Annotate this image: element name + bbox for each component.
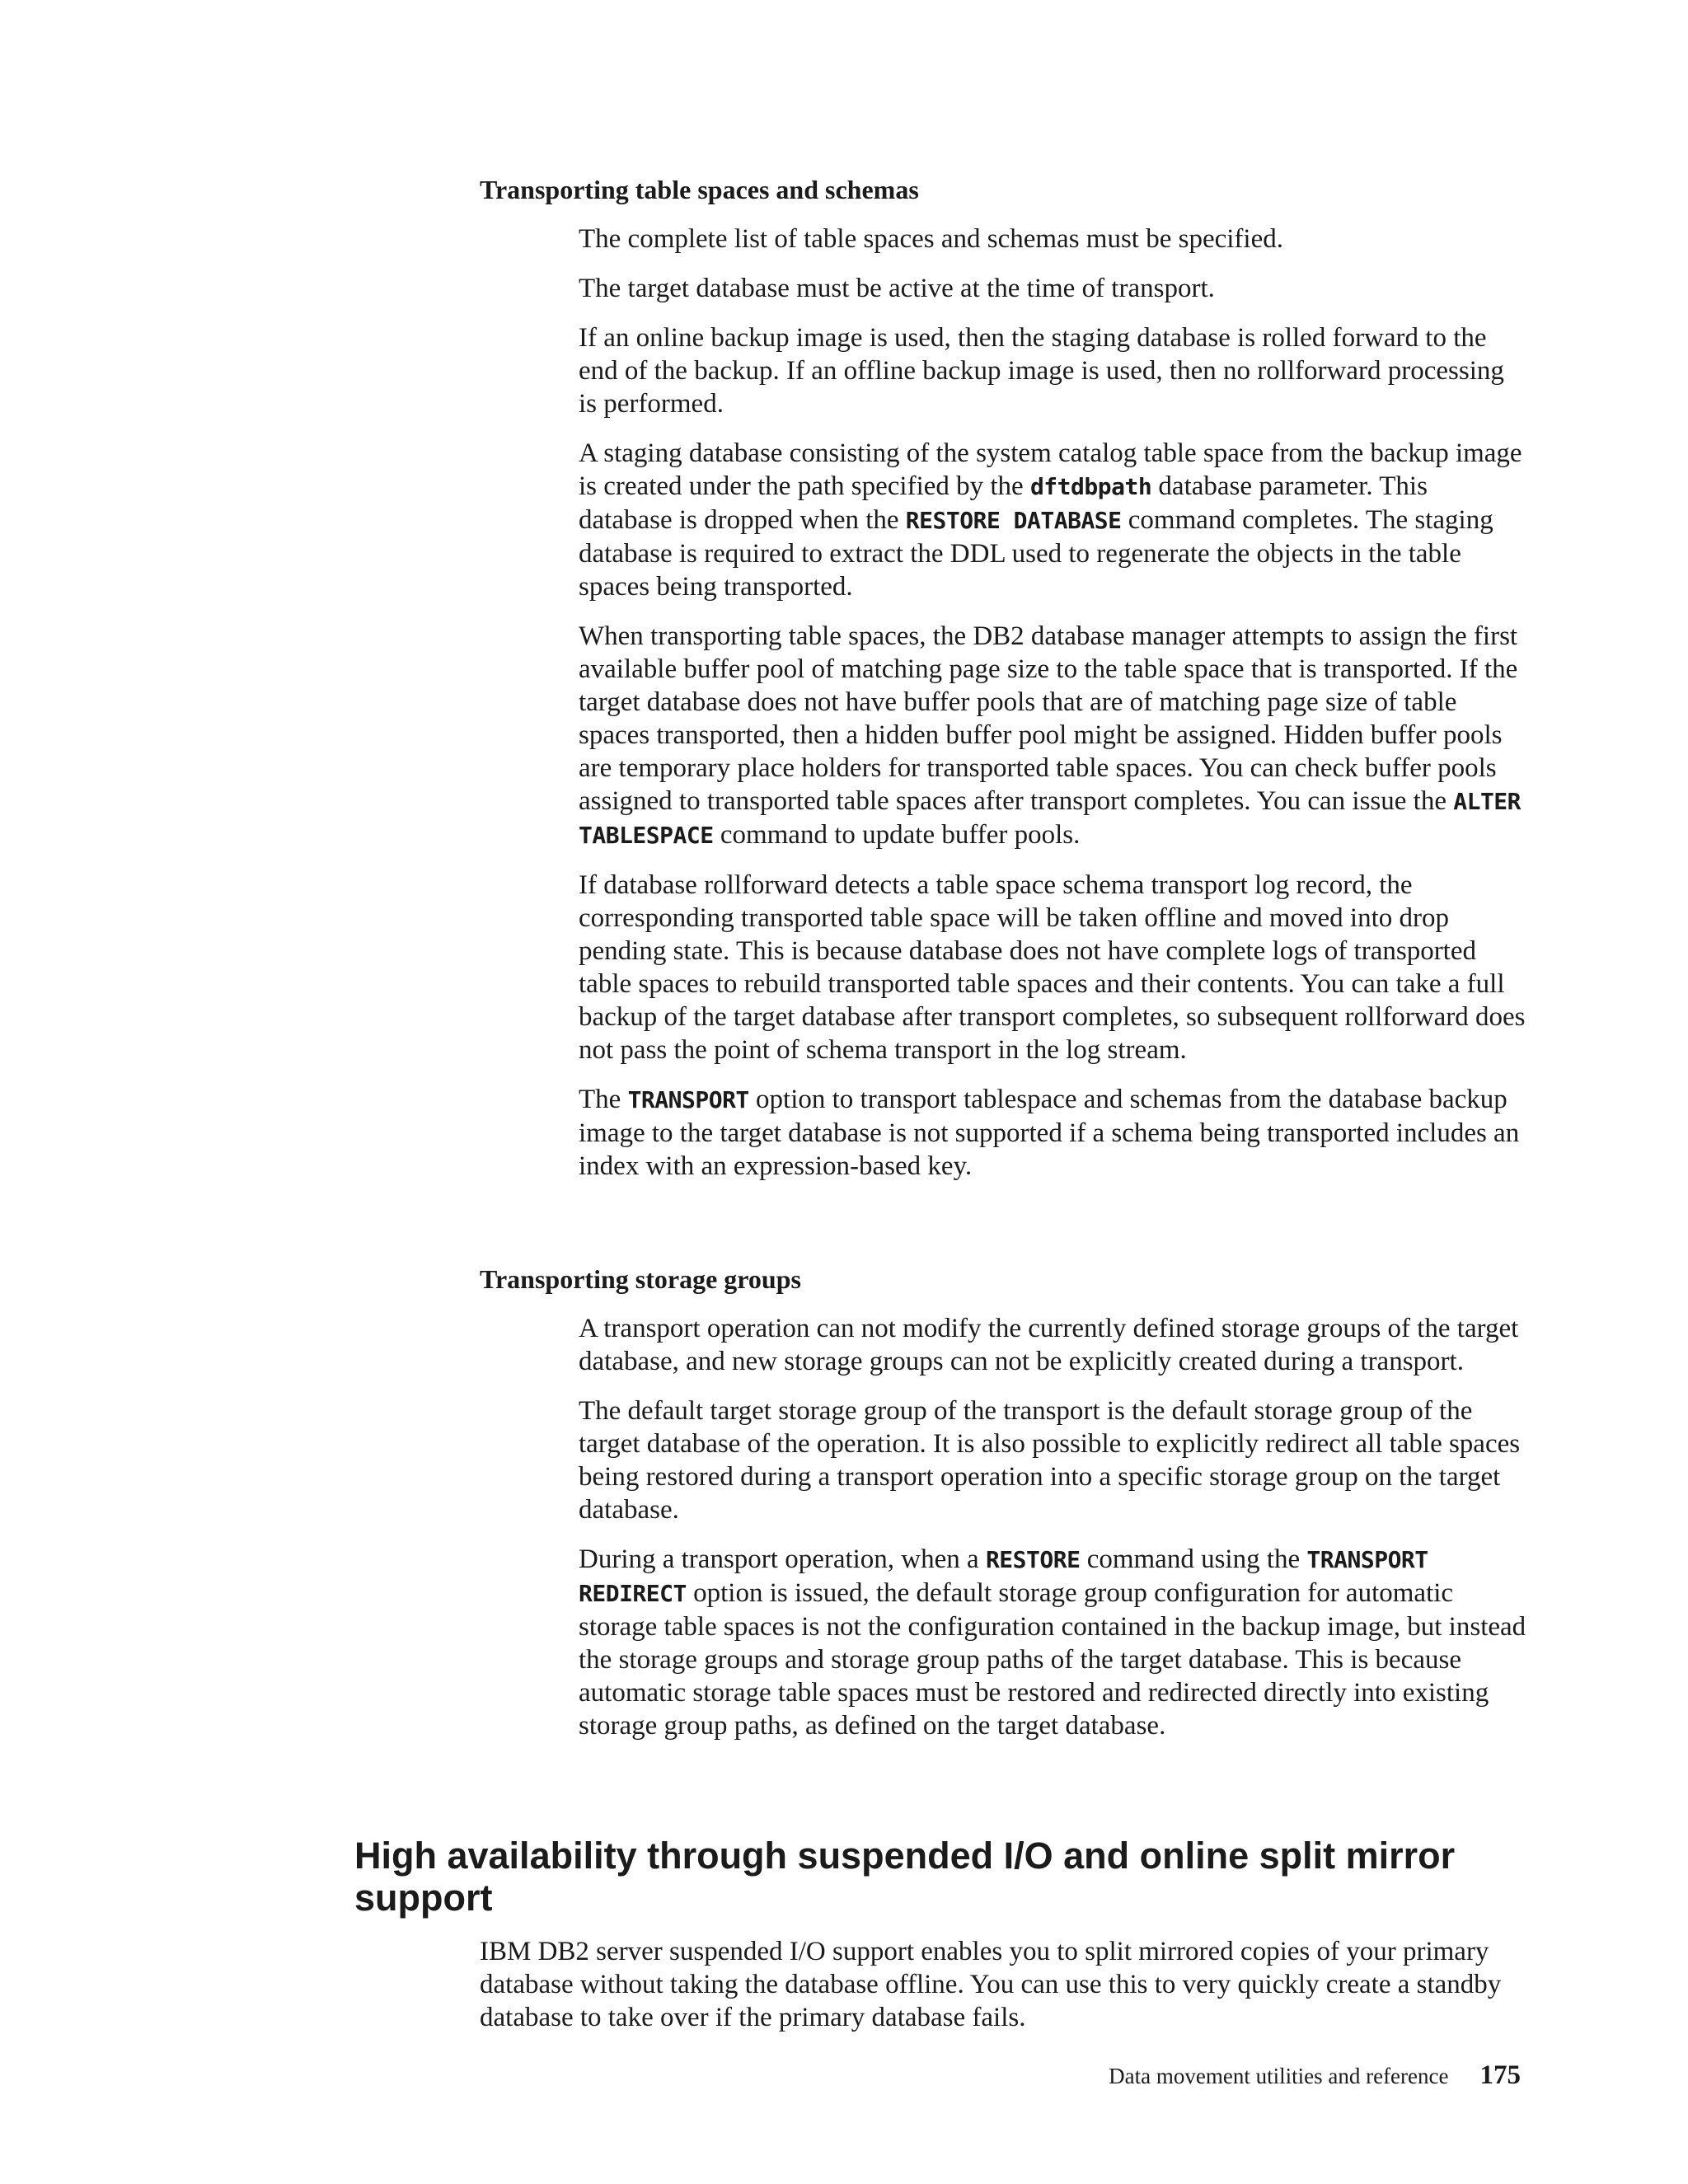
paragraph: The complete list of table spaces and schemas must be specified. (579, 224, 1283, 254)
definition-term-table-spaces-schemas: Transporting table spaces and schemas (480, 175, 919, 204)
command-keyword: RESTORE (985, 1546, 1081, 1573)
definition-term-storage-groups: Transporting storage groups (480, 1264, 801, 1294)
command-keyword: RESTORE DATABASE (905, 507, 1122, 534)
command-keyword: TRANSPORT REDIRECT (579, 1546, 1428, 1607)
intro-paragraph: IBM DB2 server suspended I/O support enables you to split mirrored copies of your primary database without taking the database offline. You can use this to very quickly create a standby database to take over if the primary database fails. (480, 1937, 1502, 2032)
text-run: When transporting table spaces, the DB2 database manager attempts to assign the first available buffer pool of matching page size to the table space that is transported. If the target database does not have buffer pools that are of matching page size of table spaces transported, then a hidden buffer pool might be assigned. Hidden buffer pools are temporary place holders for transported table spaces. You can check buffer pools assigned to transported table spaces after transport completes. You can issue the (579, 621, 1518, 816)
paragraph-staging-database (579, 437, 1526, 603)
text-run: The (579, 1085, 628, 1114)
text-run: database parameter. This database is dropped when the (579, 471, 1428, 535)
page-number: 175 (1479, 2060, 1521, 2090)
text-run: A staging database consisting of the system catalog table space from the backup image is created under the path specified by the (579, 438, 1522, 501)
section-heading: High availability through suspended I/O and online split mirror support (354, 1835, 1456, 1919)
paragraph: The default target storage group of the transport is the default storage group of the target database of the operation. It is also possible to explicitly redirect all table spaces being restored during a transport operation into a specific storage group on the target database. (579, 1396, 1521, 1525)
paragraph-buffer-pools (579, 620, 1526, 852)
text-run: command completes. The staging database is required to extract the DDL used to regenerate the objects in the table spaces being transported. (579, 505, 1493, 602)
command-keyword: dftdbpath (1029, 473, 1152, 500)
text-run: command to update buffer pools. (713, 820, 1081, 850)
text-run: During a transport operation, when a (579, 1544, 986, 1574)
text-run: option is issued, the default storage group configuration for automatic storage table spaces is not the configuration contained in the backup image, but instead the storage groups and storage group paths of the target database. This is because automatic storage table spaces must be restored and redirected directly into existing storage group paths, as defined on the target database. (579, 1578, 1526, 1741)
text-run: command using the (1080, 1544, 1307, 1574)
command-keyword: TRANSPORT (627, 1086, 749, 1113)
definition-body-table-spaces-schemas (579, 223, 1526, 1199)
paragraph: A transport operation can not modify the currently defined storage groups of the target database, and new storage groups can not be explicitly created during a transport. (579, 1314, 1519, 1376)
paragraph: If an online backup image is used, then the staging database is rolled forward to the end of the backup. If an offline backup image is used, then no rollforward processing is performed. (579, 323, 1504, 419)
definition-body-storage-groups (579, 1312, 1526, 1759)
page-footer (1109, 2060, 1521, 2091)
command-keyword: ALTER TABLESPACE (579, 788, 1522, 849)
footer-label: Data movement utilities and reference (1109, 2064, 1449, 2088)
paragraph: The target database must be active at the time of transport. (579, 274, 1215, 303)
paragraph: If database rollforward detects a table space schema transport log record, the corresponding transported table space will be taken offline and moved into drop pending state. This is because database does not have complete logs of transported table spaces to rebuild transported table spaces and their contents. You can take a full backup of the target database after transport completes, so subsequent rollforward does not pass the point of schema transport in the log stream. (579, 870, 1526, 1065)
text-run: option to transport tablespace and schemas from the database backup image to the target database is not supported if a schema being transported includes an index with an expression-based key. (579, 1085, 1520, 1181)
paragraph-transport-option (579, 1083, 1526, 1183)
paragraph-transport-redirect (579, 1543, 1526, 1742)
